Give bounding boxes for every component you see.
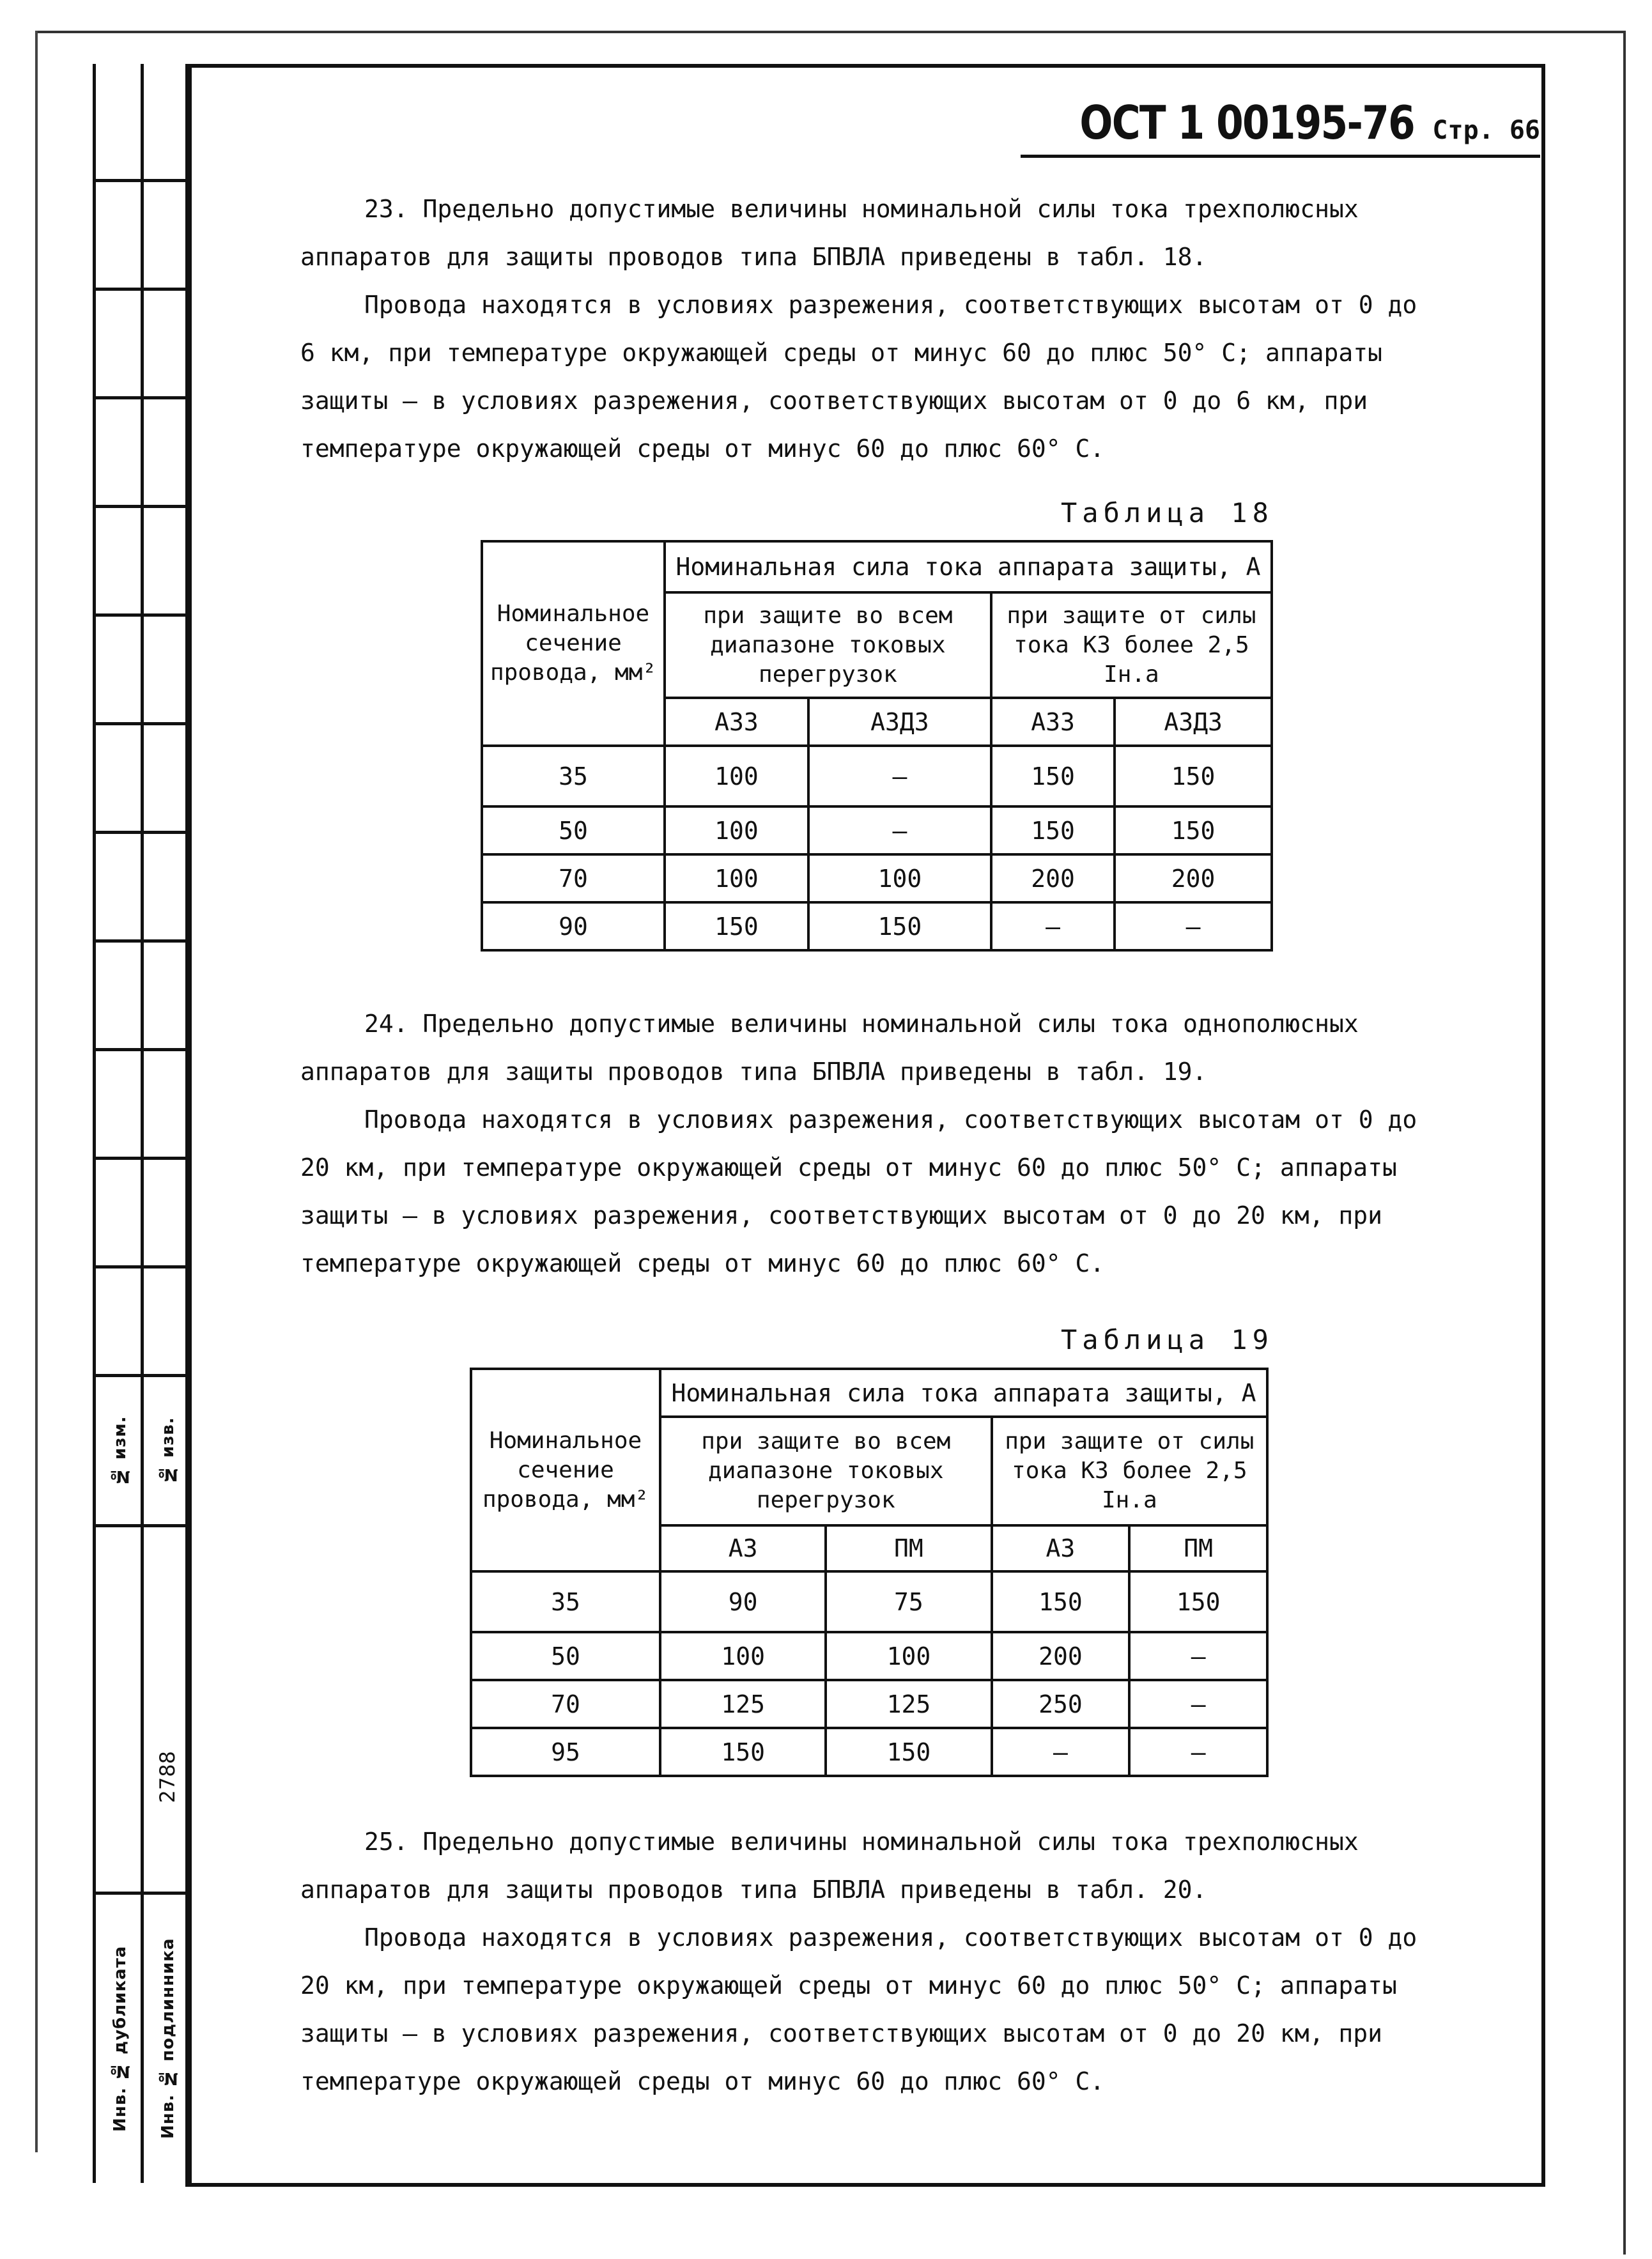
table-col-header: АЗДЗ bbox=[1115, 698, 1272, 746]
table-col-header: ПМ bbox=[1129, 1525, 1267, 1571]
duplicate-inventory-label: Инв. № дубликата bbox=[111, 1945, 130, 2132]
strip-line bbox=[96, 396, 141, 399]
table-row bbox=[471, 1571, 1267, 1632]
table-cell: 150 bbox=[660, 1728, 826, 1776]
table-cell: – bbox=[1129, 1680, 1267, 1728]
revision-number-label: № изм. bbox=[111, 1415, 130, 1486]
section-25 bbox=[300, 1818, 1438, 2106]
strip-column-1 bbox=[93, 64, 141, 2183]
side-stamp-strip bbox=[93, 64, 189, 2183]
table-cell: 150 bbox=[665, 902, 808, 950]
strip-line bbox=[96, 1524, 141, 1527]
table-subheader-short-circuit: при защите от силы тока КЗ более 2,5 Iн.а bbox=[991, 592, 1272, 698]
table-col-header: АЗ bbox=[660, 1525, 826, 1571]
table-cell: 75 bbox=[826, 1571, 991, 1632]
strip-line bbox=[96, 1265, 141, 1268]
table-cell: – bbox=[1115, 902, 1272, 950]
table-col-header: АЗЗ bbox=[665, 698, 808, 746]
strip-line bbox=[144, 613, 189, 617]
table-cell: – bbox=[1129, 1728, 1267, 1776]
section-25-conditions: Провода находятся в условиях разрежения, соответствующих высотам от 0 до 20 км, при температуре окружающей среды от минус 60 до плюс 50° С; аппараты защиты – в условиях разрежения, соответствующих высотам от 0 до 20 км, при температуре окружающей среды от минус 60 до плюс 60° С. bbox=[300, 1924, 1417, 2095]
table-subheader-full-range: при защите во всем диапазоне токовых перегрузок bbox=[665, 592, 991, 698]
strip-line bbox=[96, 613, 141, 617]
table-cell: 150 bbox=[1115, 806, 1272, 854]
table-col-header: ПМ bbox=[826, 1525, 991, 1571]
document-code: ОСТ 1 00195-76 bbox=[1079, 96, 1415, 150]
table-cell: 100 bbox=[808, 854, 991, 902]
strip-line bbox=[96, 1157, 141, 1160]
table-row bbox=[482, 806, 1272, 854]
table-col-header: АЗЗ bbox=[991, 698, 1115, 746]
table-18 bbox=[481, 540, 1273, 952]
strip-line bbox=[144, 1265, 189, 1268]
section-24-conditions: Провода находятся в условиях разрежения, соответствующих высотам от 0 до 20 км, при температуре окружающей среды от минус 60 до плюс 50° С; аппараты защиты – в условиях разрежения, соответствующих высотам от 0 до 20 км, при температуре окружающей среды от минус 60 до плюс 60° С. bbox=[300, 1106, 1417, 1277]
table-cell: – bbox=[808, 746, 991, 806]
section-25-intro: 25. Предельно допустимые величины номинальной силы тока трехполюсных аппаратов для защиты проводов типа БПВЛА приведены в табл. 20. bbox=[300, 1828, 1359, 1904]
strip-line bbox=[96, 505, 141, 508]
strip-line bbox=[144, 939, 189, 943]
table-cell: 125 bbox=[660, 1680, 826, 1728]
table-subheader-full-range: при защите во всем диапазоне токовых перегрузок bbox=[660, 1417, 992, 1525]
table-cell: 50 bbox=[482, 806, 665, 854]
table-header-section: Номинальное сечение провода, мм² bbox=[482, 541, 665, 746]
original-inventory-label: Инв. № подлинника bbox=[158, 1938, 178, 2139]
table-row bbox=[482, 854, 1272, 902]
table-cell: 150 bbox=[808, 902, 991, 950]
table-row bbox=[471, 1680, 1267, 1728]
strip-line bbox=[144, 396, 189, 399]
table-cell: 150 bbox=[1129, 1571, 1267, 1632]
table-col-header: АЗДЗ bbox=[808, 698, 991, 746]
strip-line bbox=[96, 1374, 141, 1377]
table-cell: 200 bbox=[991, 854, 1115, 902]
table-cell: 70 bbox=[471, 1680, 660, 1728]
strip-column-2 bbox=[141, 64, 192, 2183]
strip-line bbox=[144, 831, 189, 834]
table-cell: 50 bbox=[471, 1632, 660, 1680]
table-col-header: АЗ bbox=[992, 1525, 1130, 1571]
table-cell: 100 bbox=[665, 854, 808, 902]
strip-line bbox=[96, 1048, 141, 1051]
table-row bbox=[482, 902, 1272, 950]
page-edge bbox=[35, 31, 38, 2152]
table-cell: 90 bbox=[482, 902, 665, 950]
table-cell: 150 bbox=[1115, 746, 1272, 806]
table-cell: – bbox=[1129, 1632, 1267, 1680]
strip-line bbox=[96, 722, 141, 725]
table-cell: 125 bbox=[826, 1680, 991, 1728]
section-23-intro: 23. Предельно допустимые величины номинальной силы тока трехполюсных аппаратов для защиты проводов типа БПВЛА приведены в табл. 18. bbox=[300, 195, 1359, 271]
table-cell: – bbox=[808, 806, 991, 854]
table-cell: 150 bbox=[826, 1728, 991, 1776]
strip-line bbox=[96, 939, 141, 943]
table-18-caption: Таблица 18 bbox=[1061, 497, 1274, 528]
strip-line bbox=[96, 1892, 141, 1895]
table-cell: 95 bbox=[471, 1728, 660, 1776]
table-row bbox=[471, 1728, 1267, 1776]
strip-line bbox=[144, 1892, 189, 1895]
strip-line bbox=[144, 1157, 189, 1160]
table-cell: 35 bbox=[471, 1571, 660, 1632]
table-cell: 100 bbox=[660, 1632, 826, 1680]
strip-line bbox=[144, 1374, 189, 1377]
table-cell: – bbox=[991, 902, 1115, 950]
strip-line bbox=[96, 831, 141, 834]
strip-line bbox=[144, 288, 189, 291]
table-cell: 150 bbox=[991, 746, 1115, 806]
table-row bbox=[471, 1632, 1267, 1680]
page-edge bbox=[1623, 31, 1626, 2255]
document-header bbox=[1021, 96, 1540, 158]
table-cell: 90 bbox=[660, 1571, 826, 1632]
table-cell: 35 bbox=[482, 746, 665, 806]
section-23 bbox=[300, 185, 1438, 473]
table-subheader-short-circuit: при защите от силы тока КЗ более 2,5 Iн.а bbox=[992, 1417, 1267, 1525]
table-cell: 250 bbox=[992, 1680, 1130, 1728]
table-cell: – bbox=[992, 1728, 1130, 1776]
strip-line bbox=[144, 179, 189, 182]
table-cell: 100 bbox=[665, 806, 808, 854]
strip-line bbox=[96, 288, 141, 291]
strip-line bbox=[144, 1048, 189, 1051]
strip-line bbox=[144, 722, 189, 725]
notice-number-label: № изв. bbox=[158, 1417, 178, 1484]
table-header-group: Номинальная сила тока аппарата защиты, А bbox=[660, 1369, 1267, 1417]
strip-line bbox=[144, 1524, 189, 1527]
table-cell: 200 bbox=[992, 1632, 1130, 1680]
table-19-caption: Таблица 19 bbox=[1061, 1324, 1274, 1355]
table-cell: 100 bbox=[826, 1632, 991, 1680]
table-cell: 150 bbox=[991, 806, 1115, 854]
strip-line bbox=[144, 505, 189, 508]
section-24-intro: 24. Предельно допустимые величины номинальной силы тока однополюсных аппаратов для защиты проводов типа БПВЛА приведены в табл. 19. bbox=[300, 1010, 1359, 1086]
table-19 bbox=[470, 1368, 1269, 1777]
inventory-number: 2788 bbox=[155, 1751, 180, 1803]
table-row bbox=[482, 746, 1272, 806]
table-cell: 70 bbox=[482, 854, 665, 902]
strip-line bbox=[96, 179, 141, 182]
table-cell: 150 bbox=[992, 1571, 1130, 1632]
table-header-section: Номинальное сечение провода, мм² bbox=[471, 1369, 660, 1571]
table-header-group: Номинальная сила тока аппарата защиты, А bbox=[665, 541, 1272, 592]
page-number: Стр. 66 bbox=[1432, 116, 1540, 145]
section-23-conditions: Провода находятся в условиях разрежения, соответствующих высотам от 0 до 6 км, при температуре окружающей среды от минус 60 до плюс 50° С; аппараты защиты – в условиях разрежения, соответствующих высотам от 0 до 6 км, при температуре окружающей среды от минус 60 до плюс 60° С. bbox=[300, 291, 1417, 463]
page-edge bbox=[35, 31, 1625, 33]
section-24 bbox=[300, 1000, 1438, 1288]
table-cell: 100 bbox=[665, 746, 808, 806]
table-cell: 200 bbox=[1115, 854, 1272, 902]
